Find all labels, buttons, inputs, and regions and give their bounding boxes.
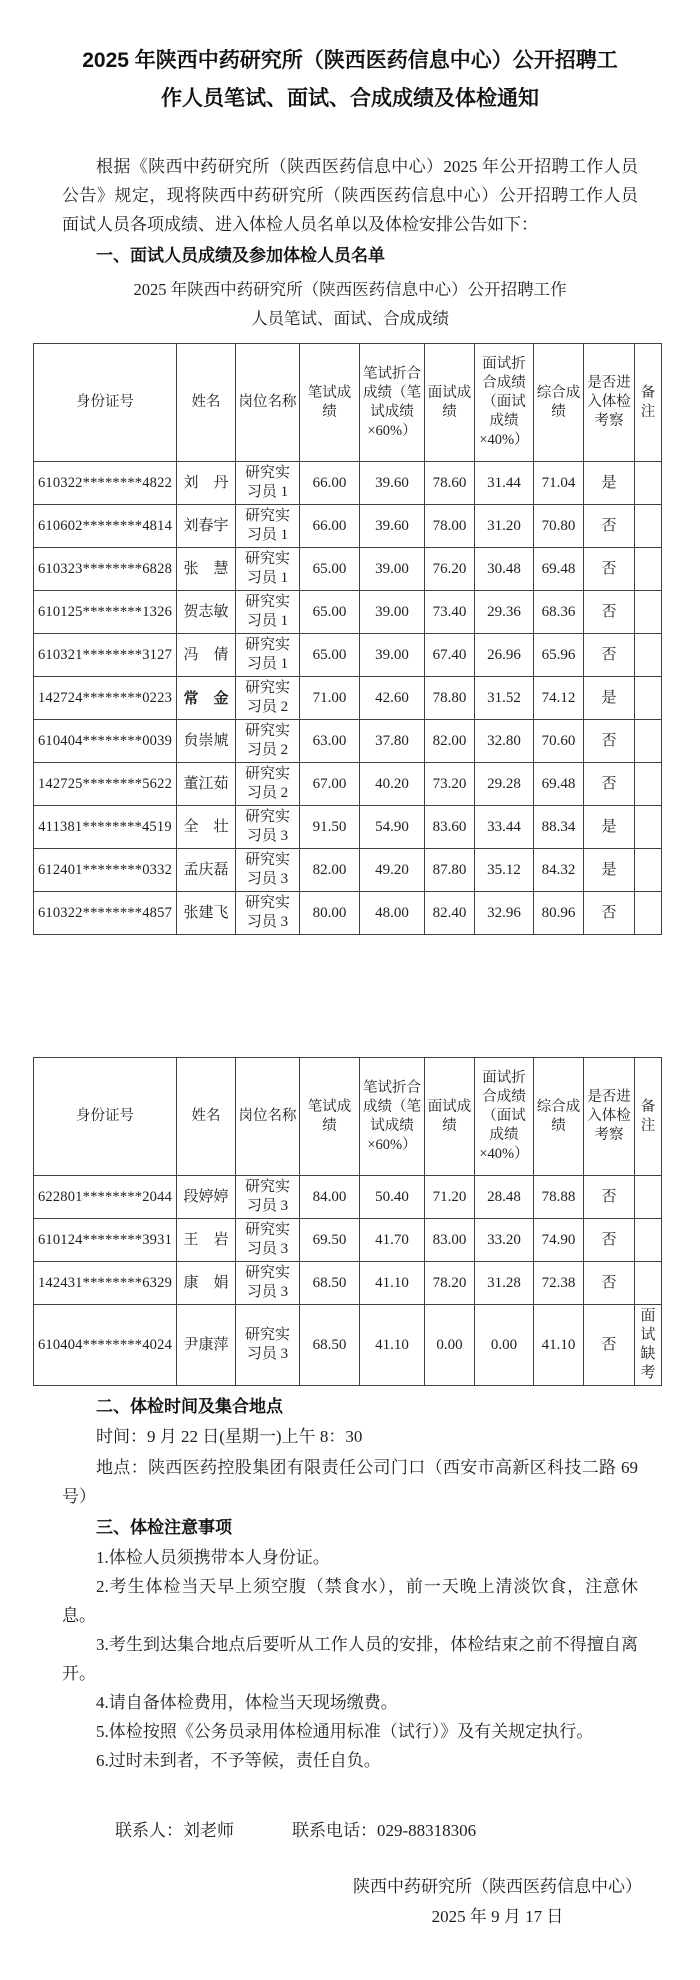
cell-interview-score: 78.00 [425,505,475,548]
table-header-cell: 笔试成绩 [300,344,360,462]
cell-remark [635,462,662,505]
cell-composite-score: 74.90 [534,1219,584,1262]
cell-enter-checkup: 是 [584,677,635,720]
cell-name: 康 娟 [177,1262,236,1305]
cell-interview-weighted: 31.52 [475,677,534,720]
cell-id-number: 612401********0332 [34,849,177,892]
cell-position: 研究实习员 3 [236,1219,300,1262]
cell-id-number: 411381********4519 [34,806,177,849]
cell-position: 研究实习员 1 [236,634,300,677]
contact-person: 联系人：刘老师 [115,1821,234,1840]
table-row [34,591,662,634]
checkup-time-line: 时间：9 月 22 日(星期一)上午 8：30 [96,1427,363,1446]
cell-interview-weighted: 26.96 [475,634,534,677]
cell-interview-weighted: 0.00 [475,1305,534,1386]
cell-written-weighted: 41.10 [360,1262,425,1305]
cell-name: 全 壮 [177,806,236,849]
cell-written-weighted: 41.70 [360,1219,425,1262]
cell-remark: 面试缺考 [635,1305,662,1386]
table-header-cell: 是否进入体检考察 [584,1058,635,1176]
cell-enter-checkup: 否 [584,591,635,634]
note-item: 2.考生体检当天早上须空腹（禁食水），前一天晚上清淡饮食，注意休息。 [62,1577,638,1625]
note-item: 1.体检人员须携带本人身份证。 [96,1548,330,1567]
score-table-2 [33,1057,662,1386]
table-header-cell: 姓名 [177,344,236,462]
cell-enter-checkup: 否 [584,505,635,548]
table-header-cell: 姓名 [177,1058,236,1176]
note-item: 5.体检按照《公务员录用体检通用标准（试行）》及有关规定执行。 [96,1722,594,1741]
cell-composite-score: 80.96 [534,892,584,935]
note-item: 4.请自备体检费用，体检当天现场缴费。 [96,1693,398,1712]
cell-remark [635,677,662,720]
cell-position: 研究实习员 3 [236,849,300,892]
cell-name: 常 金 [177,677,236,720]
cell-id-number: 610321********3127 [34,634,177,677]
table1-caption [0,275,700,333]
cell-enter-checkup: 否 [584,892,635,935]
cell-written-score: 91.50 [300,806,360,849]
cell-id-number: 610125********1326 [34,591,177,634]
cell-enter-checkup: 否 [584,1219,635,1262]
table1-caption-line1: 2025 年陕西中药研究所（陕西医药信息中心）公开招聘工作 [133,280,567,299]
cell-composite-score: 72.38 [534,1262,584,1305]
cell-written-weighted: 49.20 [360,849,425,892]
cell-interview-score: 73.20 [425,763,475,806]
cell-written-score: 71.00 [300,677,360,720]
cell-composite-score: 84.32 [534,849,584,892]
table-row [34,892,662,935]
cell-remark [635,548,662,591]
cell-remark [635,505,662,548]
cell-interview-weighted: 29.28 [475,763,534,806]
cell-id-number: 610323********6828 [34,548,177,591]
cell-interview-weighted: 35.12 [475,849,534,892]
cell-written-score: 63.00 [300,720,360,763]
cell-remark [635,1262,662,1305]
cell-id-number: 610404********4024 [34,1305,177,1386]
cell-composite-score: 68.36 [534,591,584,634]
cell-interview-weighted: 32.80 [475,720,534,763]
cell-id-number: 610404********0039 [34,720,177,763]
cell-enter-checkup: 是 [584,849,635,892]
contact-line [0,1816,700,1845]
cell-written-weighted: 39.60 [360,462,425,505]
table-header-cell: 岗位名称 [236,344,300,462]
cell-composite-score: 69.48 [534,763,584,806]
cell-interview-weighted: 30.48 [475,548,534,591]
table-row [34,720,662,763]
cell-written-score: 80.00 [300,892,360,935]
cell-written-score: 66.00 [300,505,360,548]
cell-interview-weighted: 31.44 [475,462,534,505]
cell-composite-score: 88.34 [534,806,584,849]
table-header-cell: 面试折合成绩（面试成绩×40%） [475,1058,534,1176]
cell-remark [635,763,662,806]
cell-interview-weighted: 33.44 [475,806,534,849]
org-signature: 陕西中药研究所（陕西医药信息中心） [353,1877,642,1896]
cell-position: 研究实习员 1 [236,462,300,505]
cell-remark [635,591,662,634]
cell-remark [635,806,662,849]
section2-heading: 二、体检时间及集合地点 [96,1397,283,1416]
cell-composite-score: 65.96 [534,634,584,677]
cell-name: 段婷婷 [177,1176,236,1219]
table-row [34,677,662,720]
table-header-cell: 身份证号 [34,344,177,462]
cell-name: 王 岩 [177,1219,236,1262]
cell-written-weighted: 48.00 [360,892,425,935]
table-header-cell: 备注 [635,344,662,462]
cell-remark [635,720,662,763]
cell-written-score: 82.00 [300,849,360,892]
cell-position: 研究实习员 3 [236,806,300,849]
table1-header-row [34,344,662,462]
cell-name: 贠崇虓 [177,720,236,763]
cell-name: 刘春宇 [177,505,236,548]
table-row [34,1219,662,1262]
table-row [34,505,662,548]
section1-heading: 一、面试人员成绩及参加体检人员名单 [96,246,385,265]
page-title-line1: 2025 年陕西中药研究所（陕西医药信息中心）公开招聘工 [82,49,618,72]
cell-enter-checkup: 否 [584,720,635,763]
cell-interview-score: 82.40 [425,892,475,935]
cell-interview-weighted: 29.36 [475,591,534,634]
cell-interview-score: 73.40 [425,591,475,634]
cell-position: 研究实习员 1 [236,548,300,591]
cell-written-weighted: 42.60 [360,677,425,720]
cell-written-weighted: 40.20 [360,763,425,806]
table-row [34,634,662,677]
table-row [34,806,662,849]
cell-written-weighted: 39.00 [360,548,425,591]
cell-name: 孟庆磊 [177,849,236,892]
cell-enter-checkup: 否 [584,634,635,677]
cell-composite-score: 69.48 [534,548,584,591]
table1-caption-line2: 人员笔试、面试、合成成绩 [251,309,449,328]
cell-interview-score: 0.00 [425,1305,475,1386]
table-header-cell: 是否进入体检考察 [584,344,635,462]
cell-position: 研究实习员 3 [236,1262,300,1305]
cell-written-score: 65.00 [300,591,360,634]
cell-composite-score: 70.80 [534,505,584,548]
cell-enter-checkup: 否 [584,1262,635,1305]
table-header-cell: 笔试折合成绩（笔试成绩×60%） [360,344,425,462]
cell-name: 冯 倩 [177,634,236,677]
cell-interview-weighted: 32.96 [475,892,534,935]
cell-enter-checkup: 是 [584,462,635,505]
cell-id-number: 142724********0223 [34,677,177,720]
page-title-line2: 作人员笔试、面试、合成成绩及体检通知 [161,87,539,110]
cell-written-score: 68.50 [300,1305,360,1386]
cell-interview-weighted: 33.20 [475,1219,534,1262]
cell-composite-score: 70.60 [534,720,584,763]
cell-written-score: 67.00 [300,763,360,806]
table-header-cell: 综合成绩 [534,344,584,462]
cell-interview-score: 78.80 [425,677,475,720]
section3-heading: 三、体检注意事项 [96,1518,232,1537]
sign-date: 2025 年 9 月 17 日 [431,1907,564,1926]
cell-written-weighted: 50.40 [360,1176,425,1219]
note-item: 6.过时未到者，不予等候，责任自负。 [96,1751,381,1770]
cell-id-number: 142431********6329 [34,1262,177,1305]
table-row [34,763,662,806]
cell-remark [635,1176,662,1219]
cell-id-number: 142725********5622 [34,763,177,806]
contact-phone: 联系电话：029-88318306 [292,1821,477,1840]
cell-interview-weighted: 31.20 [475,505,534,548]
cell-interview-weighted: 31.28 [475,1262,534,1305]
score-table-1 [33,343,662,935]
note-item: 3.考生到达集合地点后要听从工作人员的安排，体检结束之前不得擅自离开。 [62,1635,638,1683]
cell-id-number: 610124********3931 [34,1219,177,1262]
table-row [34,1262,662,1305]
table-header-cell: 备注 [635,1058,662,1176]
cell-position: 研究实习员 3 [236,892,300,935]
cell-interview-score: 67.40 [425,634,475,677]
cell-id-number: 622801********2044 [34,1176,177,1219]
cell-position: 研究实习员 2 [236,763,300,806]
cell-written-score: 65.00 [300,548,360,591]
checkup-place-line: 地点：陕西医药控股集团有限责任公司门口（西安市高新区科技二路 69 号） [62,1458,638,1506]
page-title [0,42,700,118]
cell-id-number: 610322********4857 [34,892,177,935]
cell-composite-score: 71.04 [534,462,584,505]
cell-written-score: 66.00 [300,462,360,505]
cell-name: 张 慧 [177,548,236,591]
cell-name: 刘 丹 [177,462,236,505]
table-row [34,462,662,505]
table-header-cell: 综合成绩 [534,1058,584,1176]
table2-body [34,1176,662,1386]
table-header-cell: 岗位名称 [236,1058,300,1176]
cell-position: 研究实习员 1 [236,591,300,634]
cell-position: 研究实习员 3 [236,1176,300,1219]
cell-written-weighted: 37.80 [360,720,425,763]
cell-written-score: 68.50 [300,1262,360,1305]
cell-enter-checkup: 否 [584,1176,635,1219]
cell-written-weighted: 41.10 [360,1305,425,1386]
cell-position: 研究实习员 2 [236,677,300,720]
table-header-cell: 笔试折合成绩（笔试成绩×60%） [360,1058,425,1176]
cell-interview-score: 78.20 [425,1262,475,1305]
cell-interview-score: 82.00 [425,720,475,763]
table-header-cell: 面试成绩 [425,344,475,462]
cell-written-weighted: 39.60 [360,505,425,548]
cell-interview-score: 71.20 [425,1176,475,1219]
cell-name: 尹康萍 [177,1305,236,1386]
cell-position: 研究实习员 2 [236,720,300,763]
cell-written-score: 69.50 [300,1219,360,1262]
table-row [34,1176,662,1219]
cell-id-number: 610602********4814 [34,505,177,548]
cell-interview-score: 87.80 [425,849,475,892]
signature-block [353,1872,642,1932]
cell-interview-score: 83.60 [425,806,475,849]
cell-position: 研究实习员 1 [236,505,300,548]
table-header-cell: 笔试成绩 [300,1058,360,1176]
cell-written-weighted: 54.90 [360,806,425,849]
cell-composite-score: 74.12 [534,677,584,720]
cell-interview-score: 76.20 [425,548,475,591]
cell-remark [635,1219,662,1262]
cell-written-score: 65.00 [300,634,360,677]
cell-remark [635,634,662,677]
cell-id-number: 610322********4822 [34,462,177,505]
cell-interview-score: 78.60 [425,462,475,505]
cell-interview-score: 83.00 [425,1219,475,1262]
cell-composite-score: 41.10 [534,1305,584,1386]
cell-enter-checkup: 是 [584,806,635,849]
table-row [34,548,662,591]
table-header-cell: 面试折合成绩（面试成绩×40%） [475,344,534,462]
checkup-notes-list [0,1543,700,1775]
table-row [34,1305,662,1386]
cell-name: 张建飞 [177,892,236,935]
cell-written-score: 84.00 [300,1176,360,1219]
cell-enter-checkup: 否 [584,1305,635,1386]
table-header-cell: 身份证号 [34,1058,177,1176]
table-header-cell: 面试成绩 [425,1058,475,1176]
table1-body [34,462,662,935]
cell-enter-checkup: 否 [584,763,635,806]
cell-position: 研究实习员 3 [236,1305,300,1386]
table-row [34,849,662,892]
cell-remark [635,849,662,892]
cell-composite-score: 78.88 [534,1176,584,1219]
cell-name: 贺志敏 [177,591,236,634]
cell-written-weighted: 39.00 [360,634,425,677]
cell-enter-checkup: 否 [584,548,635,591]
cell-name: 董江茹 [177,763,236,806]
intro-paragraph: 根据《陕西中药研究所（陕西医药信息中心）2025 年公开招聘工作人员公告》规定，现将陕西中药研究所（陕西医药信息中心）公开招聘工作人员面试人员各项成绩、进入体检人员名单以及体检安排公告如下： [62,157,638,234]
cell-written-weighted: 39.00 [360,591,425,634]
cell-remark [635,892,662,935]
page-break-gap [0,935,700,1047]
table2-header-row [34,1058,662,1176]
cell-interview-weighted: 28.48 [475,1176,534,1219]
